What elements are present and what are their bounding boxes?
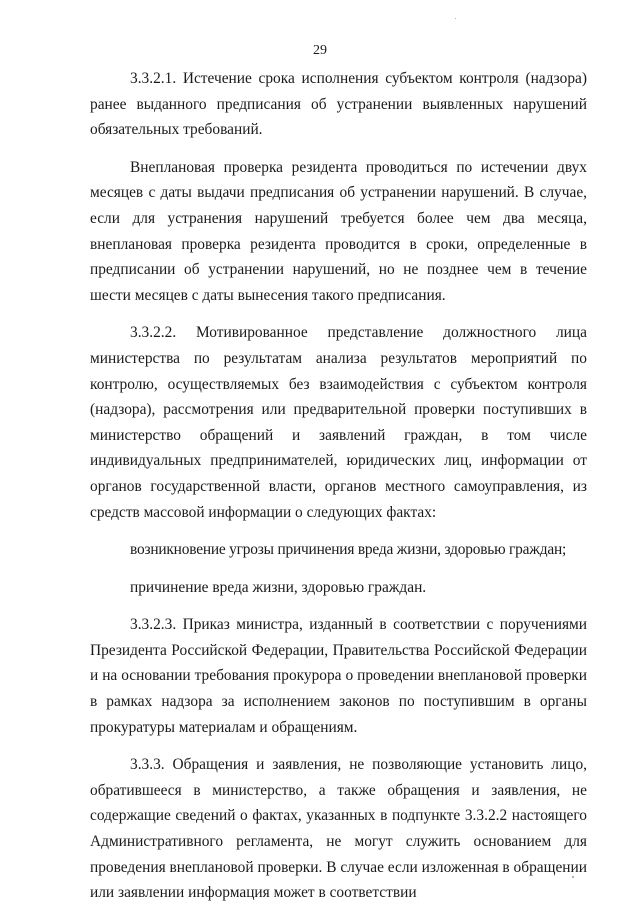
scan-speck [455, 18, 456, 19]
list-item-harm-caused: причинение вреда жизни, здоровью граждан. [130, 578, 427, 596]
scan-speck [572, 876, 574, 878]
paragraph-3-3-2-2: 3.3.2.2. Мотивированное представление должностного лица министерства по результатам анализа результатов мероприятий по контролю, осуществляемых без взаимодействия с субъектом контроля (надзора), рассмотрения или предварительной проверки поступивших в министерство обращений и заявлений граждан, в том числе индивидуальных предпринимателей, юридических лиц, информации от органов государственной власти, органов местного самоуправления, из средств массовой информации о следующих фактах: [90, 324, 587, 521]
document-body [90, 66, 587, 906]
paragraph-unscheduled-inspection: Внеплановая проверка резидента проводиться по истечении двух месяцев с даты выдачи предписания об устранении нарушений. В случае, если для устранения нарушений требуется более чем два месяца, внеплановая проверка резидента проводится в сроки, определенные в предписании об устранении нарушений, но не позднее чем в течение шести месяцев с даты вынесения такого предписания. [90, 158, 587, 304]
page-number: 29 [313, 43, 327, 58]
paragraph-3-3-2-3: 3.3.2.3. Приказ министра, изданный в соответствии с поручениями Президента Российской Федерации, Правительства Российской Федерации и на основании требования прокурора о проведении внеплановой проверки в рамках надзора за исполнением законов по поступившим в органы прокуратуры материалам и обращениям. [90, 616, 587, 736]
paragraph-3-3-2-1: 3.3.2.1. Истечение срока исполнения субъектом контроля (надзора) ранее выданного предписания об устранении выявленных нарушений обязательных требований. [90, 70, 587, 139]
list-item-threat-of-harm: возникновение угрозы причинения вреда жизни, здоровью граждан; [130, 541, 567, 559]
paragraph-3-3-3: 3.3.3. Обращения и заявления, не позволяющие установить лицо, обратившееся в министерство, а также обращения и заявления, не содержащие сведений о фактах, указанных в подпункте 3.3.2.2 настоящего Административного регламента, не могут служить основанием для проведения внеплановой проверки. В случае если изложенная в обращении или заявлении информация может в соответствии [90, 756, 587, 902]
